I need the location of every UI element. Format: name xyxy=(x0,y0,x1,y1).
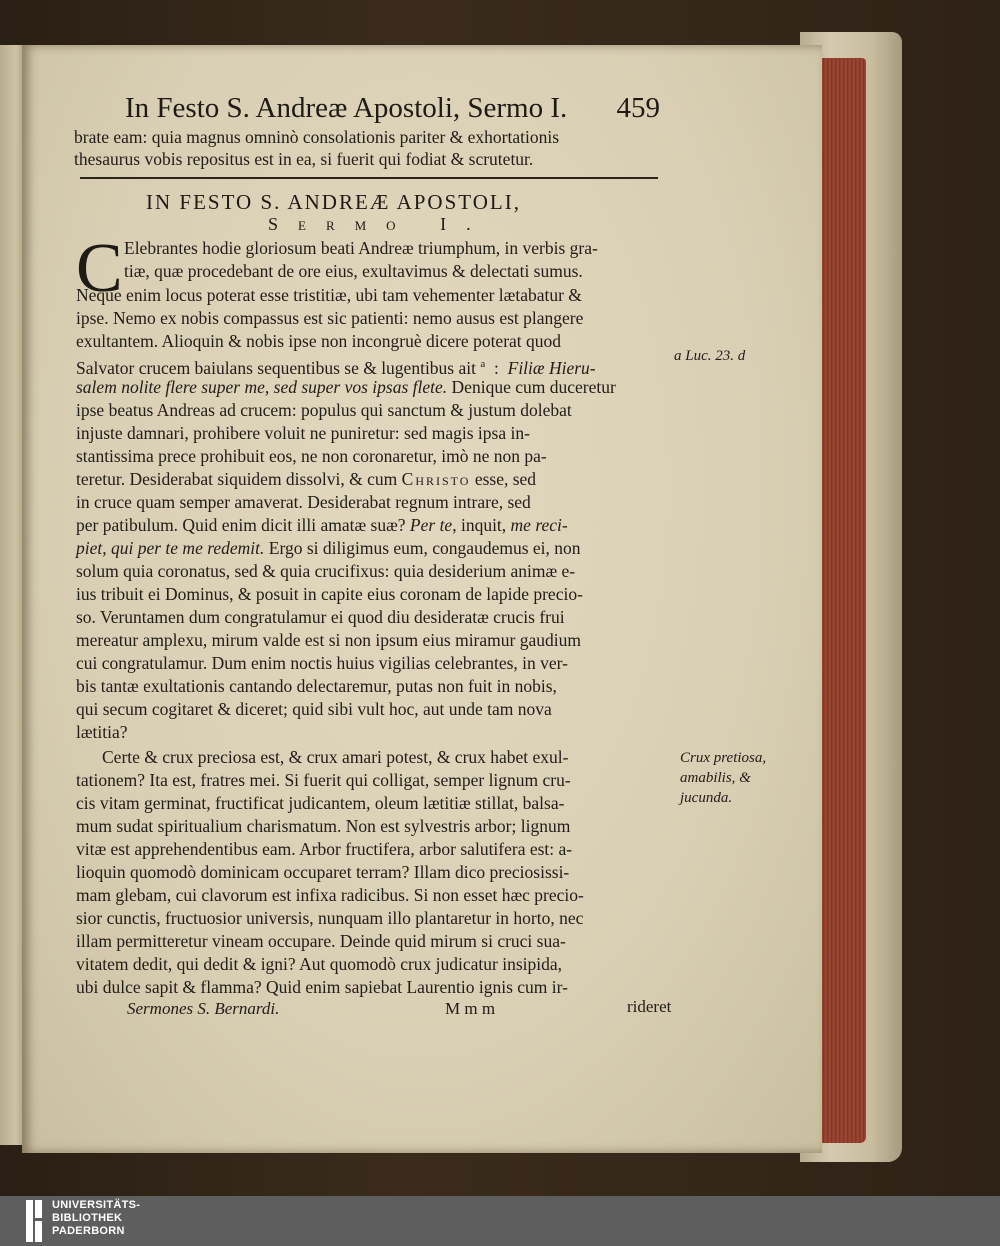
text-segment-italic: salem nolite flere super me, sed super vos ipsas flete. xyxy=(76,377,448,397)
sermon-number: Sermo I. xyxy=(268,214,491,234)
preceding-line: thesaurus vobis repositus est in ea, si fuerit qui fodiat & scrutetur. xyxy=(74,149,534,169)
text-line: cis vitam germinat, fructificat judicantem, oleum lætitiæ stillat, balsa- xyxy=(76,793,565,813)
text-line: mam glebam, cui clavorum est infixa radicibus. Si non esset hæc precio- xyxy=(76,885,584,905)
library-footer-bar xyxy=(0,1196,1000,1246)
library-logo-icon xyxy=(26,1200,42,1242)
text-line: lioquin quomodò dominicam occuparet terram? Illam dico preciosissi- xyxy=(76,862,570,882)
library-name xyxy=(52,1199,140,1238)
text-line: vitæ est apprehendentibus eam. Arbor fructifera, arbor salutifera est: a- xyxy=(76,839,573,859)
text-line: in cruce quam semper amaverat. Desiderabat regnum intrare, sed xyxy=(76,492,531,512)
text-line: Salvator crucem baiulans sequentibus se & lugentibus ait $^a$ : Filiæ Hieru- xyxy=(76,357,596,378)
text-line: Certe & crux preciosa est, & crux amari potest, & crux habet exul- xyxy=(102,747,569,767)
footer-signature: M m m xyxy=(445,999,496,1018)
text-line: tiæ, quæ procedebant de ore eius, exultavimus & delectati sumus. xyxy=(124,261,583,281)
text-segment: per patibulum. Quid enim dicit illi amatæ suæ? xyxy=(76,515,406,535)
text-line: Neque enim locus poterat esse tristitiæ, ubi tam vehementer lætabatur & xyxy=(76,285,582,305)
text-line: qui secum cogitaret & diceret; quid sibi vult hoc, aut unde tam nova xyxy=(76,699,552,719)
running-title: In Festo S. Andreæ Apostoli, Sermo I. xyxy=(125,92,568,124)
library-name-line: UNIVERSITÄTS- xyxy=(52,1199,141,1211)
text-line: exultantem. Alioquin & nobis ipse non incongruè dicere poterat quod xyxy=(76,331,562,351)
text-segment: esse, sed xyxy=(474,469,537,489)
header-rule xyxy=(80,177,658,179)
text-segment-smallcaps: Christo xyxy=(401,469,471,489)
text-line xyxy=(76,538,581,558)
text-line: bis tantæ exultationis cantando delectaremur, putas non fuit in nobis, xyxy=(76,676,557,696)
text-line xyxy=(76,515,568,535)
text-line xyxy=(76,377,616,397)
text-segment-italic: Per te xyxy=(409,515,453,535)
text-line: mereatur amplexu, mirum valde est si non ipsum eius miramur gaudium xyxy=(76,630,581,650)
text-line: so. Veruntamen dum congratulamur ei quod diu desideratæ crucis frui xyxy=(76,607,565,627)
text-line: ipse beatus Andreas ad crucem: populus qui sanctum & justum dolebat xyxy=(76,400,572,420)
text-line: sior cunctis, fructuosior universis, nunquam illo plantaretur in horto, nec xyxy=(76,908,584,928)
text-segment: Denique cum duceretur xyxy=(451,377,616,397)
text-line: ubi dulce sapit & flamma? Quid enim sapiebat Laurentio ignis cum ir- xyxy=(76,977,568,997)
text-line: illam permitteretur vineam occupare. Deinde quid mirum si cruci sua- xyxy=(76,931,566,951)
text-segment-italic: me reci- xyxy=(510,515,568,535)
text-line: stantissima prece prohibuit eos, ne non coronaretur, imò ne non pa- xyxy=(76,446,547,466)
text-line: injuste damnari, prohibere voluit ne puniretur: sed magis ipsa in- xyxy=(76,423,530,443)
text-segment: Salvator crucem baiulans sequentibus se & lugentibus ait xyxy=(76,357,476,378)
preceding-line: brate eam: quia magnus omninò consolationis pariter & exhortationis xyxy=(74,127,560,147)
text-line: solum quia coronatus, sed & quia crucifixus: quia desiderium animæ e- xyxy=(76,561,576,581)
margin-note-reference: a Luc. 23. d xyxy=(674,348,746,364)
footer-catchword: rideret xyxy=(627,997,672,1016)
footnote-mark: a xyxy=(480,358,486,370)
page-number: 459 xyxy=(616,92,660,124)
margin-note-line: jucunda. xyxy=(680,790,733,806)
text-line: vitatem dedit, qui dedit & igni? Aut quomodò crux judicatur insipida, xyxy=(76,954,563,974)
text-line xyxy=(76,469,536,489)
text-line: tationem? Ita est, fratres mei. Si fuerit qui colligat, semper lignum cru- xyxy=(76,770,571,790)
text-line: ipse. Nemo ex nobis compassus est sic patienti: nemo ausus est plangere xyxy=(76,308,584,328)
text-segment: teretur. Desiderabat siquidem dissolvi, & cum xyxy=(76,469,398,489)
text-line: mum sudat spiritualium charismatum. Non est sylvestris arbor; lignum xyxy=(76,816,571,836)
text-segment: , inquit, xyxy=(452,515,507,535)
margin-note-line: Crux pretiosa, xyxy=(680,750,767,766)
margin-note-line: amabilis, & xyxy=(680,770,751,786)
text-segment-italic: piet, qui per te me redemit. xyxy=(76,538,265,558)
page-header xyxy=(125,92,660,128)
text-line: lætitia? xyxy=(76,722,128,742)
drop-cap: C xyxy=(76,230,123,307)
text-segment: Ergo si diligimus eum, congaudemus ei, non xyxy=(268,538,581,558)
library-name-line: PADERBORN xyxy=(52,1225,125,1237)
text-segment-italic: Filiæ Hieru- xyxy=(507,357,596,378)
text-line: cui congratulamur. Dum enim noctis huius vigilias celebrantes, in ver- xyxy=(76,653,568,673)
library-name-line: BIBLIOTHEK xyxy=(52,1212,123,1224)
text-line: Elebrantes hodie gloriosum beati Andreæ triumphum, in verbis gra- xyxy=(124,238,598,258)
footer-book-title: Sermones S. Bernardi. xyxy=(127,999,280,1018)
text-line: ius tribuit ei Dominus, & posuit in capite eius coronam de lapide precio- xyxy=(76,584,583,604)
section-title: IN FESTO S. ANDREÆ APOSTOLI, xyxy=(146,190,521,214)
